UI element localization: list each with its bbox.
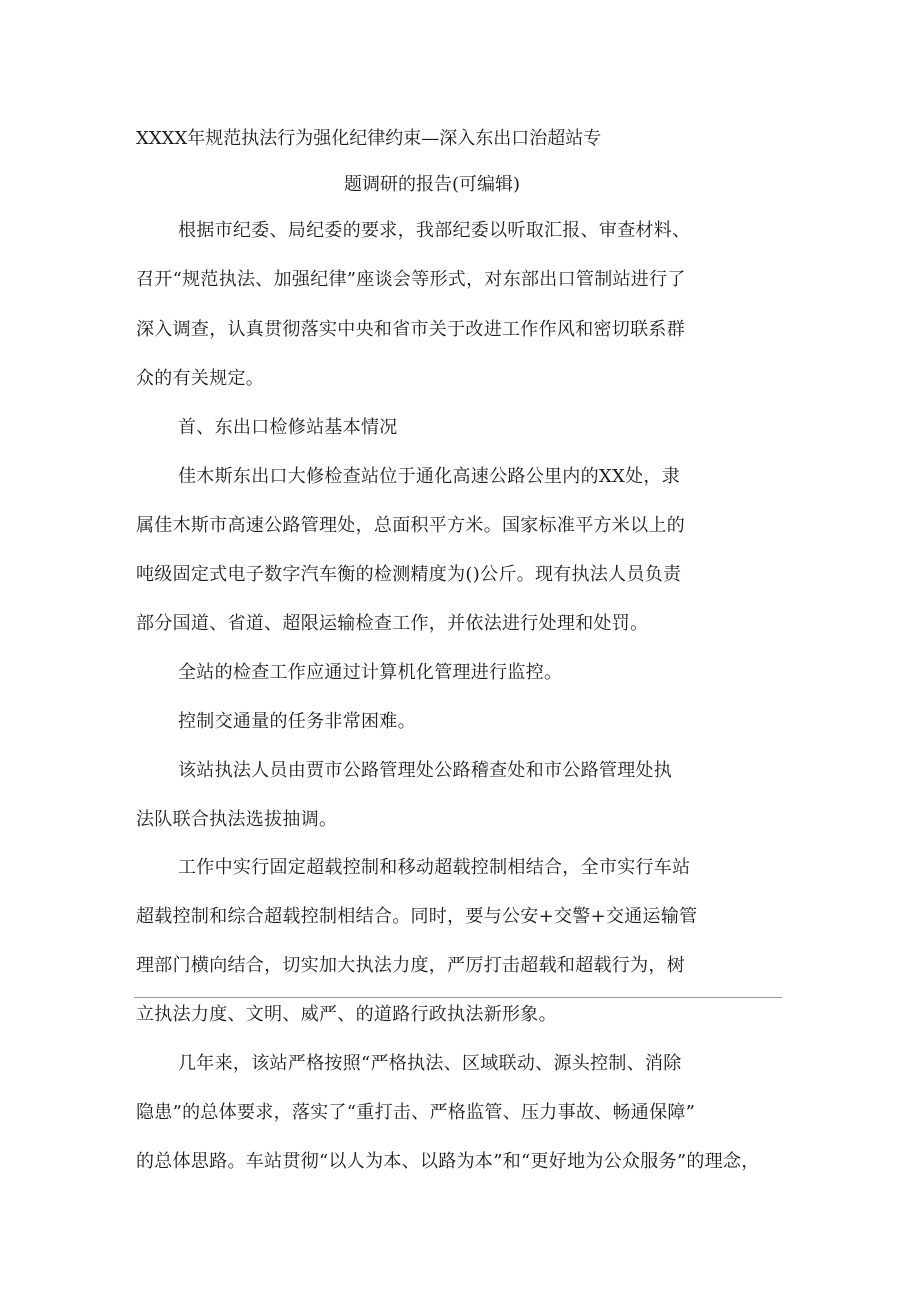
horizontal-divider [134,997,782,998]
paragraph-line: 控制交通量的任务非常困难。 [178,711,416,732]
document-title-line-1: XXXX年规范执法行为强化纪律约束—深入东出口治超站专 [136,128,602,149]
paragraph-line: 全站的检查工作应通过计算机化管理进行监控。 [178,662,563,683]
paragraph-line: 该站执法人员由贾市公路管理处公路稽查处和市公路管理处执 [178,760,673,781]
paragraph-line: 的总体思路。车站贯彻“以人为本、以路为本”和“更好地为公众服务”的理念， [136,1151,760,1172]
paragraph-line: 根据市纪委、局纪委的要求，我部纪委以听取汇报、审查材料、 [178,220,691,241]
paragraph-line: 召开“规范执法、加强纪律”座谈会等形式，对东部出口管制站进行了 [136,269,686,290]
paragraph-line: 深入调查，认真贯彻落实中央和省市关于改进工作作风和密切联系群 [136,319,685,340]
paragraph-line: 佳木斯东出口大修检查站位于通化高速公路公里内的XX处，隶 [178,466,681,487]
paragraph-line: 部分国道、省道、超限运输检查工作，并依法进行处理和处罚。 [136,613,649,634]
paragraph-line: 法队联合执法选拔抽调。 [136,809,338,830]
section-heading: 首、东出口检修站基本情况 [178,417,398,438]
paragraph-line: 吨级固定式电子数字汽车衡的检测精度为()公斤。现有执法人员负责 [136,564,682,585]
paragraph-line: 隐患”的总体要求，落实了“重打击、严格监管、压力事故、畅通保障” [136,1102,696,1123]
paragraph-line: 工作中实行固定超载控制和移动超载控制相结合，全市实行车站 [178,857,691,878]
paragraph-line: 属佳木斯市高速公路管理处，总面积平方米。国家标准平方米以上的 [136,515,685,536]
paragraph-line: 众的有关规定。 [136,368,265,389]
paragraph-line: 超载控制和综合超载控制相结合。同时，要与公安+交警+交通运输管 [136,906,698,927]
paragraph-line: 立执法力度、文明、威严、的道路行政执法新形象。 [136,1004,557,1025]
paragraph-line: 理部门横向结合，切实加大执法力度，严厉打击超载和超载行为，树 [136,955,685,976]
document-title-line-2: 题调研的报告(可编辑) [344,174,521,195]
paragraph-line: 几年来，该站严格按照“严格执法、区域联动、源头控制、消除 [178,1053,682,1074]
